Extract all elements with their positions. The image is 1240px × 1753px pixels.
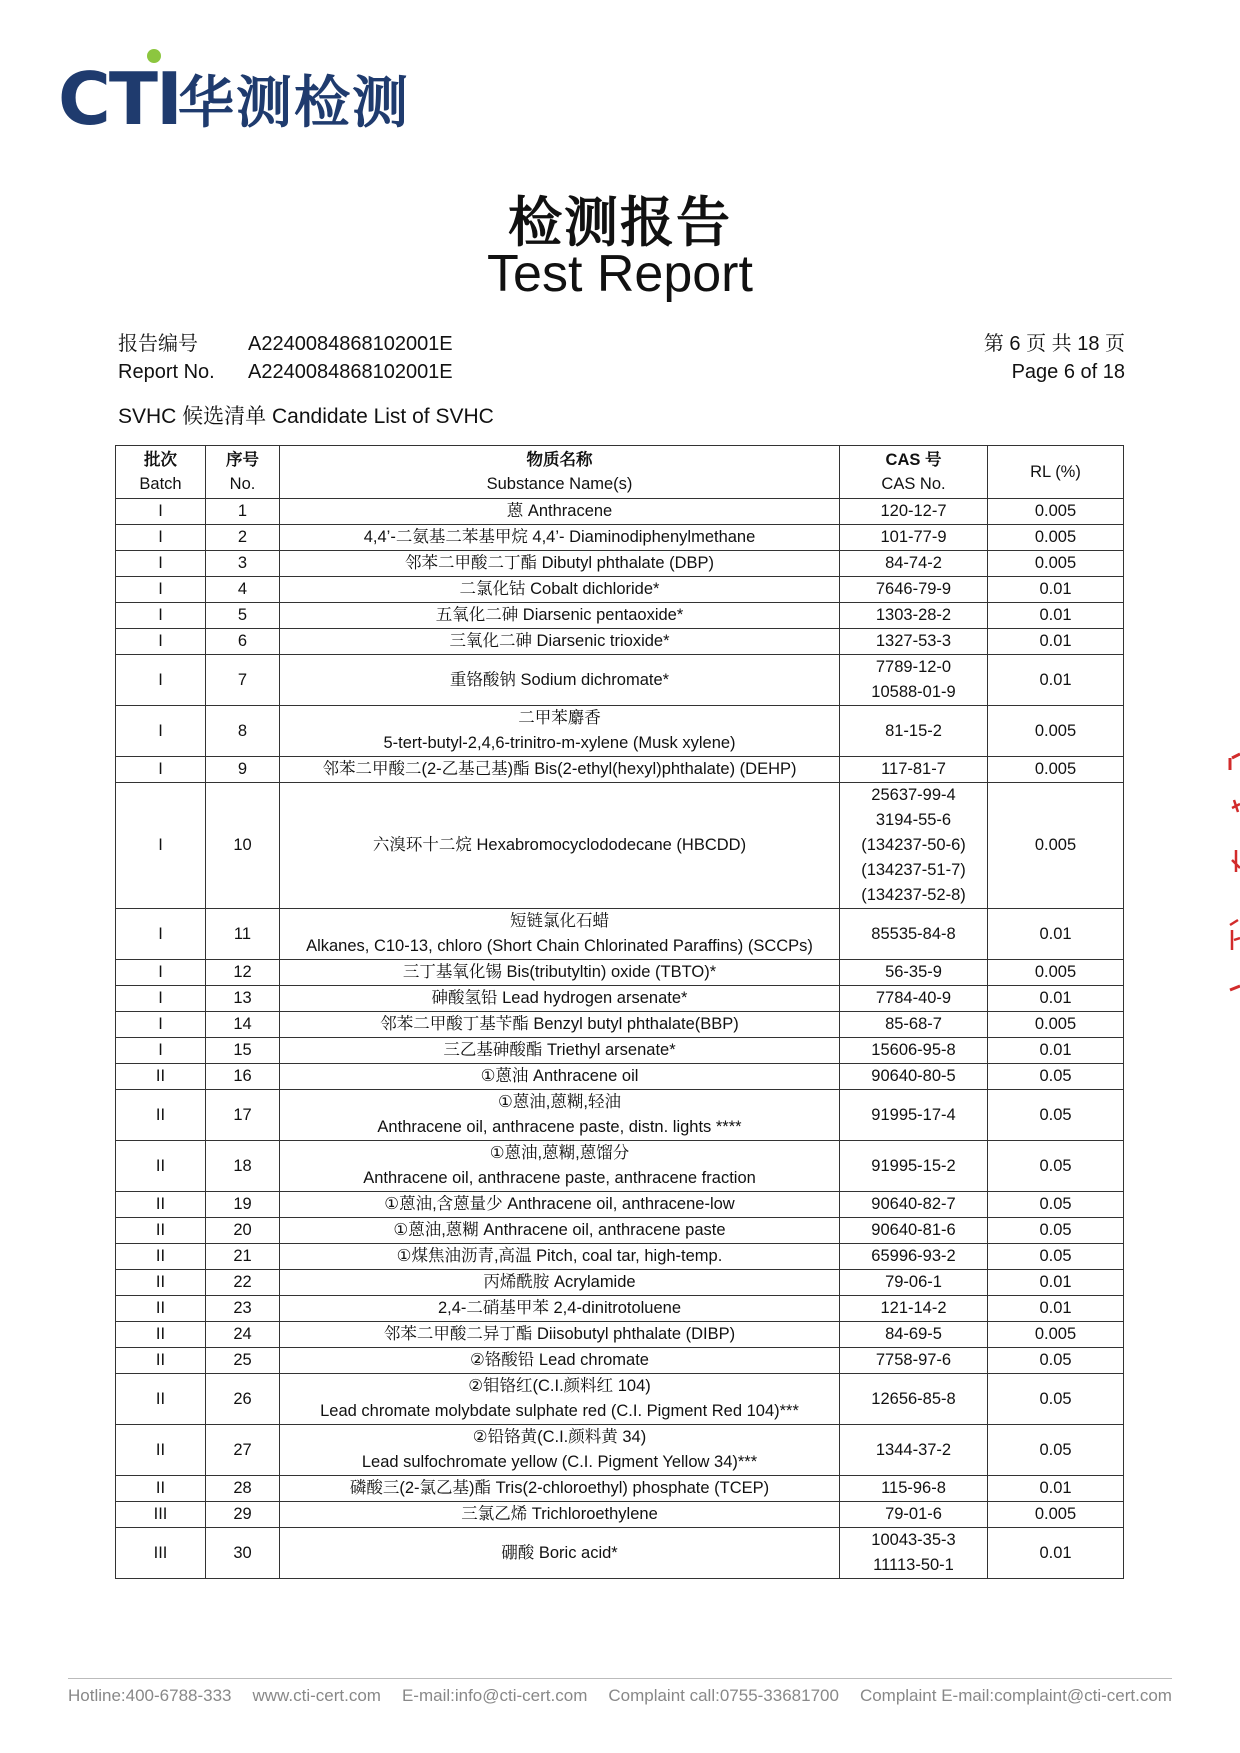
- cell-rl: 0.01: [988, 1038, 1124, 1064]
- cell-no: 15: [206, 1038, 280, 1064]
- substance-name-line: 邻苯二甲酸二丁酯 Dibutyl phthalate (DBP): [405, 554, 714, 572]
- cell-cas: [840, 551, 988, 577]
- cell-rl: 0.01: [988, 1476, 1124, 1502]
- cell-batch: II: [116, 1348, 206, 1374]
- table-row: [116, 499, 1124, 525]
- cell-substance-name: [280, 577, 840, 603]
- cell-substance-name: [280, 525, 840, 551]
- cell-cas: [840, 1012, 988, 1038]
- logo-text-cn: 华测检测: [178, 71, 410, 132]
- footer-complaint-email[interactable]: Complaint E-mail:complaint@cti-cert.com: [859, 1686, 1172, 1705]
- cell-no: 17: [206, 1090, 280, 1141]
- cell-substance-name: [280, 1141, 840, 1192]
- cell-no: 9: [206, 757, 280, 783]
- table-row: [116, 1038, 1124, 1064]
- cell-no: 7: [206, 655, 280, 706]
- cell-batch: III: [116, 1502, 206, 1528]
- cas-number-line: 11113-50-1: [873, 1556, 954, 1574]
- cell-no: 26: [206, 1374, 280, 1425]
- cell-no: 27: [206, 1425, 280, 1476]
- cas-number-line: 101-77-9: [880, 528, 947, 546]
- cell-batch: II: [116, 1218, 206, 1244]
- substance-name-line: 重铬酸钠 Sodium dichromate*: [449, 670, 670, 689]
- cell-batch: I: [116, 577, 206, 603]
- cell-substance-name: [280, 603, 840, 629]
- cas-number-line: 85-68-7: [885, 1015, 942, 1033]
- cell-cas: [840, 1476, 988, 1502]
- cell-cas: [840, 525, 988, 551]
- cell-no: 28: [206, 1476, 280, 1502]
- cell-substance-name: [280, 1012, 840, 1038]
- cell-substance-name: [280, 1425, 840, 1476]
- cell-cas: [840, 1270, 988, 1296]
- cell-substance-name: [280, 1296, 840, 1322]
- cell-no: 29: [206, 1502, 280, 1528]
- substance-name-line: 2,4-二硝基甲苯 2,4-dinitrotoluene: [437, 1299, 682, 1317]
- cas-number-line: (134237-50-6): [861, 836, 966, 854]
- cell-batch: II: [116, 1296, 206, 1322]
- cas-number-line: (134237-51-7): [861, 861, 966, 879]
- cas-number-line: 90640-82-7: [871, 1195, 956, 1213]
- footer-hotline: Hotline:400-6788-333: [68, 1686, 232, 1705]
- cell-rl: 0.005: [988, 499, 1124, 525]
- cell-cas: [840, 577, 988, 603]
- substance-name-line: 蒽 Anthracene: [506, 502, 613, 520]
- cell-cas: [840, 986, 988, 1012]
- cell-rl: 0.005: [988, 1012, 1124, 1038]
- cas-number-line: 90640-81-6: [871, 1221, 956, 1239]
- cell-batch: I: [116, 1012, 206, 1038]
- table-row: [116, 1141, 1124, 1192]
- cell-cas: [840, 1090, 988, 1141]
- table-row: [116, 1192, 1124, 1218]
- cell-rl: 0.005: [988, 783, 1124, 909]
- substance-name-line: 三丁基氧化锡 Bis(tributyltin) oxide (TBTO)*: [402, 963, 717, 981]
- cti-logo: [58, 46, 458, 132]
- cas-number-line: 7646-79-9: [875, 580, 952, 598]
- substance-name-line: ①煤焦油沥青,高温 Pitch, coal tar, high-temp.: [396, 1247, 723, 1265]
- footer-website[interactable]: www.cti-cert.com: [252, 1686, 381, 1705]
- cell-batch: I: [116, 757, 206, 783]
- cas-number-line: 84-69-5: [885, 1325, 942, 1343]
- logo-text-en: CTI: [58, 57, 181, 132]
- cell-batch: II: [116, 1090, 206, 1141]
- substance-name-line: Alkanes, C10-13, chloro (Short Chain Chlorinated Paraffins) (SCCPs): [306, 937, 813, 955]
- cell-substance-name: [280, 706, 840, 757]
- cell-cas: [840, 1425, 988, 1476]
- table-row: [116, 1374, 1124, 1425]
- substance-name-line: 5-tert-butyl-2,4,6-trinitro-m-xylene (Musk xylene): [383, 734, 736, 752]
- table-row: [116, 909, 1124, 960]
- cas-number-line: 25637-99-4: [871, 786, 956, 804]
- cell-rl: 0.05: [988, 1374, 1124, 1425]
- cas-number-line: 85535-84-8: [871, 924, 956, 943]
- cell-no: 4: [206, 577, 280, 603]
- cell-cas: [840, 909, 988, 960]
- table-row: [116, 1244, 1124, 1270]
- cell-substance-name: [280, 1270, 840, 1296]
- cas-number-line: 90640-80-5: [871, 1067, 956, 1085]
- substance-name-line: 磷酸三(2-氯乙基)酯 Tris(2-chloroethyl) phosphate (TCEP): [349, 1479, 770, 1497]
- cell-rl: 0.005: [988, 706, 1124, 757]
- cell-no: 11: [206, 909, 280, 960]
- substance-name-line: ①蒽油 Anthracene oil: [480, 1067, 639, 1085]
- table-row: [116, 783, 1124, 909]
- substance-name-line: ②铅铬黄(C.I.颜料黄 34): [472, 1428, 647, 1446]
- cell-no: 18: [206, 1141, 280, 1192]
- cas-number-line: 10043-35-3: [871, 1531, 956, 1549]
- cell-cas: [840, 629, 988, 655]
- table-row: [116, 1425, 1124, 1476]
- table-row: [116, 1270, 1124, 1296]
- substance-name-line: ②钼铬红(C.I.颜料红 104): [468, 1377, 651, 1395]
- cell-batch: II: [116, 1374, 206, 1425]
- cell-rl: 0.05: [988, 1244, 1124, 1270]
- cell-batch: I: [116, 603, 206, 629]
- cell-no: 23: [206, 1296, 280, 1322]
- table-row: [116, 757, 1124, 783]
- cell-rl: 0.005: [988, 1322, 1124, 1348]
- cell-no: 3: [206, 551, 280, 577]
- cell-substance-name: [280, 1064, 840, 1090]
- cell-no: 6: [206, 629, 280, 655]
- cas-number-line: 56-35-9: [885, 963, 942, 981]
- cell-cas: [840, 757, 988, 783]
- cell-rl: 0.05: [988, 1090, 1124, 1141]
- table-row: [116, 1012, 1124, 1038]
- cell-batch: I: [116, 986, 206, 1012]
- substance-name-line: 砷酸氢铅 Lead hydrogen arsenate*: [431, 989, 688, 1007]
- substance-name-line: 硼酸 Boric acid*: [501, 1543, 618, 1562]
- cas-number-line: 91995-15-2: [871, 1156, 956, 1175]
- cell-cas: [840, 603, 988, 629]
- cell-batch: II: [116, 1244, 206, 1270]
- cell-batch: I: [116, 706, 206, 757]
- table-row: [116, 603, 1124, 629]
- table-row: [116, 1348, 1124, 1374]
- cell-no: 14: [206, 1012, 280, 1038]
- table-row: [116, 706, 1124, 757]
- header-cas: CAS 号 CAS No.: [840, 446, 988, 499]
- cell-no: 20: [206, 1218, 280, 1244]
- substance-name-line: 二甲苯麝香: [518, 709, 601, 727]
- cell-rl: 0.05: [988, 1064, 1124, 1090]
- cell-substance-name: [280, 1244, 840, 1270]
- page-number-block: [984, 330, 1125, 386]
- cell-rl: 0.01: [988, 1296, 1124, 1322]
- report-number-block: [118, 330, 453, 386]
- cell-substance-name: [280, 551, 840, 577]
- cell-batch: I: [116, 499, 206, 525]
- cell-batch: I: [116, 960, 206, 986]
- substance-name-line: ①蒽油,蒽糊,蒽馏分: [489, 1144, 630, 1162]
- substance-name-line: 邻苯二甲酸丁基苄酯 Benzyl butyl phthalate(BBP): [380, 1015, 739, 1033]
- cell-substance-name: [280, 1502, 840, 1528]
- substance-name-line: ②铬酸铅 Lead chromate: [470, 1351, 649, 1369]
- cas-number-line: 117-81-7: [881, 760, 946, 778]
- cell-batch: II: [116, 1476, 206, 1502]
- substance-name-line: Lead sulfochromate yellow (C.I. Pigment Yellow 34)***: [361, 1453, 758, 1471]
- cell-substance-name: [280, 1218, 840, 1244]
- cell-no: 24: [206, 1322, 280, 1348]
- cas-number-line: 10588-01-9: [871, 683, 956, 701]
- table-row: [116, 1528, 1124, 1579]
- footer-divider: [68, 1678, 1172, 1679]
- cas-number-line: 15606-95-8: [871, 1041, 956, 1059]
- cas-number-line: 1344-37-2: [875, 1440, 952, 1459]
- cell-no: 19: [206, 1192, 280, 1218]
- cell-no: 22: [206, 1270, 280, 1296]
- cell-rl: 0.01: [988, 909, 1124, 960]
- table-row: [116, 1296, 1124, 1322]
- cell-rl: 0.01: [988, 655, 1124, 706]
- page-number-en: Page 6 of 18: [1011, 361, 1125, 383]
- cell-rl: 0.005: [988, 551, 1124, 577]
- cell-batch: II: [116, 1192, 206, 1218]
- substance-name-line: 邻苯二甲酸二(2-乙基己基)酯 Bis(2-ethyl(hexyl)phthalate) (DEHP): [322, 760, 797, 778]
- table-row: [116, 525, 1124, 551]
- cas-number-line: 7784-40-9: [875, 989, 952, 1007]
- title-en: Test Report: [487, 245, 753, 303]
- cell-batch: I: [116, 909, 206, 960]
- cell-substance-name: [280, 655, 840, 706]
- cell-rl: 0.005: [988, 525, 1124, 551]
- substance-name-line: 短链氯化石蜡: [510, 912, 609, 930]
- cell-cas: [840, 1064, 988, 1090]
- cell-batch: I: [116, 551, 206, 577]
- table-row: [116, 655, 1124, 706]
- header-rl: RL (%): [988, 446, 1124, 499]
- cell-substance-name: [280, 783, 840, 909]
- cell-substance-name: [280, 1090, 840, 1141]
- report-no-value-cn: A2240084868102001E: [248, 333, 453, 355]
- cell-cas: [840, 1528, 988, 1579]
- header-batch: 批次 Batch: [116, 446, 206, 499]
- substance-name-line: 邻苯二甲酸二异丁酯 Diisobutyl phthalate (DIBP): [383, 1325, 736, 1343]
- cell-batch: II: [116, 1425, 206, 1476]
- table-row: [116, 551, 1124, 577]
- cell-batch: III: [116, 1528, 206, 1579]
- cas-number-line: 3194-55-6: [875, 811, 952, 829]
- cell-rl: 0.05: [988, 1141, 1124, 1192]
- cell-substance-name: [280, 1476, 840, 1502]
- substance-name-line: 三氧化二砷 Diarsenic trioxide*: [449, 632, 670, 650]
- cas-number-line: 91995-17-4: [871, 1105, 956, 1124]
- cell-no: 1: [206, 499, 280, 525]
- cell-cas: [840, 1502, 988, 1528]
- cas-number-line: 1327-53-3: [875, 632, 952, 650]
- cell-substance-name: [280, 960, 840, 986]
- report-no-value-en: A2240084868102001E: [248, 361, 453, 383]
- cell-substance-name: [280, 986, 840, 1012]
- seal-stamp-edge: [1226, 750, 1240, 1000]
- substance-name-line: Lead chromate molybdate sulphate red (C.I. Pigment Red 104)***: [320, 1402, 799, 1420]
- cell-substance-name: [280, 1322, 840, 1348]
- cell-rl: 0.01: [988, 986, 1124, 1012]
- substance-name-line: 三氯乙烯 Trichloroethylene: [461, 1505, 658, 1523]
- cell-cas: [840, 706, 988, 757]
- cell-no: 2: [206, 525, 280, 551]
- cas-number-line: 1303-28-2: [875, 606, 952, 624]
- cell-batch: I: [116, 629, 206, 655]
- table-body: [116, 499, 1124, 1579]
- table-row: [116, 1502, 1124, 1528]
- cas-number-line: 79-01-6: [885, 1505, 942, 1523]
- table-row: [116, 1322, 1124, 1348]
- cell-substance-name: [280, 909, 840, 960]
- substance-name-line: 三乙基砷酸酯 Triethyl arsenate*: [443, 1041, 676, 1059]
- cell-substance-name: [280, 1528, 840, 1579]
- cas-number-line: 7789-12-0: [875, 658, 952, 676]
- cell-cas: [840, 783, 988, 909]
- report-no-label-en: Report No.: [118, 361, 215, 383]
- table-row: [116, 1218, 1124, 1244]
- footer: [68, 1686, 1172, 1706]
- substance-name-line: 丙烯酰胺 Acrylamide: [483, 1273, 636, 1291]
- substance-name-line: 二氯化钴 Cobalt dichloride*: [459, 580, 660, 598]
- header-substance: 物质名称 Substance Name(s): [280, 446, 840, 499]
- cell-rl: 0.005: [988, 1502, 1124, 1528]
- table-row: [116, 629, 1124, 655]
- cas-number-line: 79-06-1: [885, 1273, 942, 1291]
- cell-no: 25: [206, 1348, 280, 1374]
- substance-name-line: ①蒽油,蒽糊 Anthracene oil, anthracene paste: [393, 1221, 726, 1239]
- cell-batch: I: [116, 783, 206, 909]
- footer-complaint-call: Complaint call:0755-33681700: [608, 1686, 839, 1705]
- cell-no: 13: [206, 986, 280, 1012]
- cell-batch: I: [116, 1038, 206, 1064]
- footer-email[interactable]: E-mail:info@cti-cert.com: [401, 1686, 588, 1705]
- cell-rl: 0.01: [988, 577, 1124, 603]
- substance-name-line: 五氧化二砷 Diarsenic pentaoxide*: [435, 606, 684, 624]
- cell-substance-name: [280, 499, 840, 525]
- cell-batch: I: [116, 525, 206, 551]
- title-cn: 检测报告: [508, 190, 732, 254]
- cell-cas: [840, 1141, 988, 1192]
- cell-cas: [840, 655, 988, 706]
- header-no: 序号 No.: [206, 446, 280, 499]
- table-header-row: [116, 446, 1124, 499]
- cell-rl: 0.005: [988, 757, 1124, 783]
- cas-number-line: 12656-85-8: [871, 1389, 956, 1408]
- cell-rl: 0.05: [988, 1348, 1124, 1374]
- cell-substance-name: [280, 1192, 840, 1218]
- cell-substance-name: [280, 1374, 840, 1425]
- section-title: SVHC 候选清单 Candidate List of SVHC: [118, 405, 494, 428]
- substance-name-line: Anthracene oil, anthracene paste, distn. lights ****: [377, 1118, 742, 1136]
- cell-batch: II: [116, 1322, 206, 1348]
- cell-no: 30: [206, 1528, 280, 1579]
- cell-cas: [840, 1296, 988, 1322]
- cas-number-line: 65996-93-2: [871, 1247, 956, 1265]
- cell-cas: [840, 1218, 988, 1244]
- cell-rl: 0.05: [988, 1192, 1124, 1218]
- cell-no: 16: [206, 1064, 280, 1090]
- cas-number-line: (134237-52-8): [861, 886, 966, 904]
- table-row: [116, 1064, 1124, 1090]
- cell-substance-name: [280, 1038, 840, 1064]
- table-row: [116, 960, 1124, 986]
- substance-name-line: ①蒽油,蒽糊,轻油: [498, 1093, 621, 1111]
- cell-no: 10: [206, 783, 280, 909]
- report-no-label-cn: 报告编号: [118, 333, 198, 355]
- cell-batch: II: [116, 1270, 206, 1296]
- cas-number-line: 120-12-7: [880, 502, 947, 520]
- cell-cas: [840, 1244, 988, 1270]
- cell-batch: II: [116, 1141, 206, 1192]
- table-row: [116, 986, 1124, 1012]
- cas-number-line: 81-15-2: [885, 721, 942, 740]
- cell-batch: II: [116, 1064, 206, 1090]
- cell-rl: 0.01: [988, 1528, 1124, 1579]
- cas-number-line: 115-96-8: [881, 1479, 946, 1497]
- cell-rl: 0.01: [988, 629, 1124, 655]
- substance-name-line: 4,4’-二氨基二苯基甲烷 4,4’- Diaminodiphenylmethane: [363, 528, 756, 546]
- cell-no: 12: [206, 960, 280, 986]
- cell-cas: [840, 499, 988, 525]
- cell-substance-name: [280, 629, 840, 655]
- cell-cas: [840, 1348, 988, 1374]
- cell-no: 5: [206, 603, 280, 629]
- substance-name-line: ①蒽油,含蒽量少 Anthracene oil, anthracene-low: [384, 1195, 735, 1213]
- cell-batch: I: [116, 655, 206, 706]
- table-row: [116, 1090, 1124, 1141]
- cell-cas: [840, 1192, 988, 1218]
- cell-no: 21: [206, 1244, 280, 1270]
- cell-cas: [840, 1322, 988, 1348]
- cell-cas: [840, 960, 988, 986]
- page-number-cn: 第 6 页 共 18 页: [983, 333, 1125, 355]
- substance-name-line: 六溴环十二烷 Hexabromocyclododecane (HBCDD): [372, 836, 747, 854]
- cell-rl: 0.05: [988, 1218, 1124, 1244]
- cell-substance-name: [280, 757, 840, 783]
- cell-rl: 0.005: [988, 960, 1124, 986]
- svhc-table: [115, 445, 1124, 1579]
- cell-rl: 0.05: [988, 1425, 1124, 1476]
- cas-number-line: 121-14-2: [880, 1299, 947, 1317]
- cell-rl: 0.01: [988, 1270, 1124, 1296]
- cell-rl: 0.01: [988, 603, 1124, 629]
- table-row: [116, 577, 1124, 603]
- substance-name-line: Anthracene oil, anthracene paste, anthracene fraction: [363, 1169, 756, 1187]
- cas-number-line: 7758-97-6: [875, 1351, 952, 1369]
- table-row: [116, 1476, 1124, 1502]
- cell-cas: [840, 1374, 988, 1425]
- cell-no: 8: [206, 706, 280, 757]
- cas-number-line: 84-74-2: [885, 554, 942, 572]
- cell-cas: [840, 1038, 988, 1064]
- cell-substance-name: [280, 1348, 840, 1374]
